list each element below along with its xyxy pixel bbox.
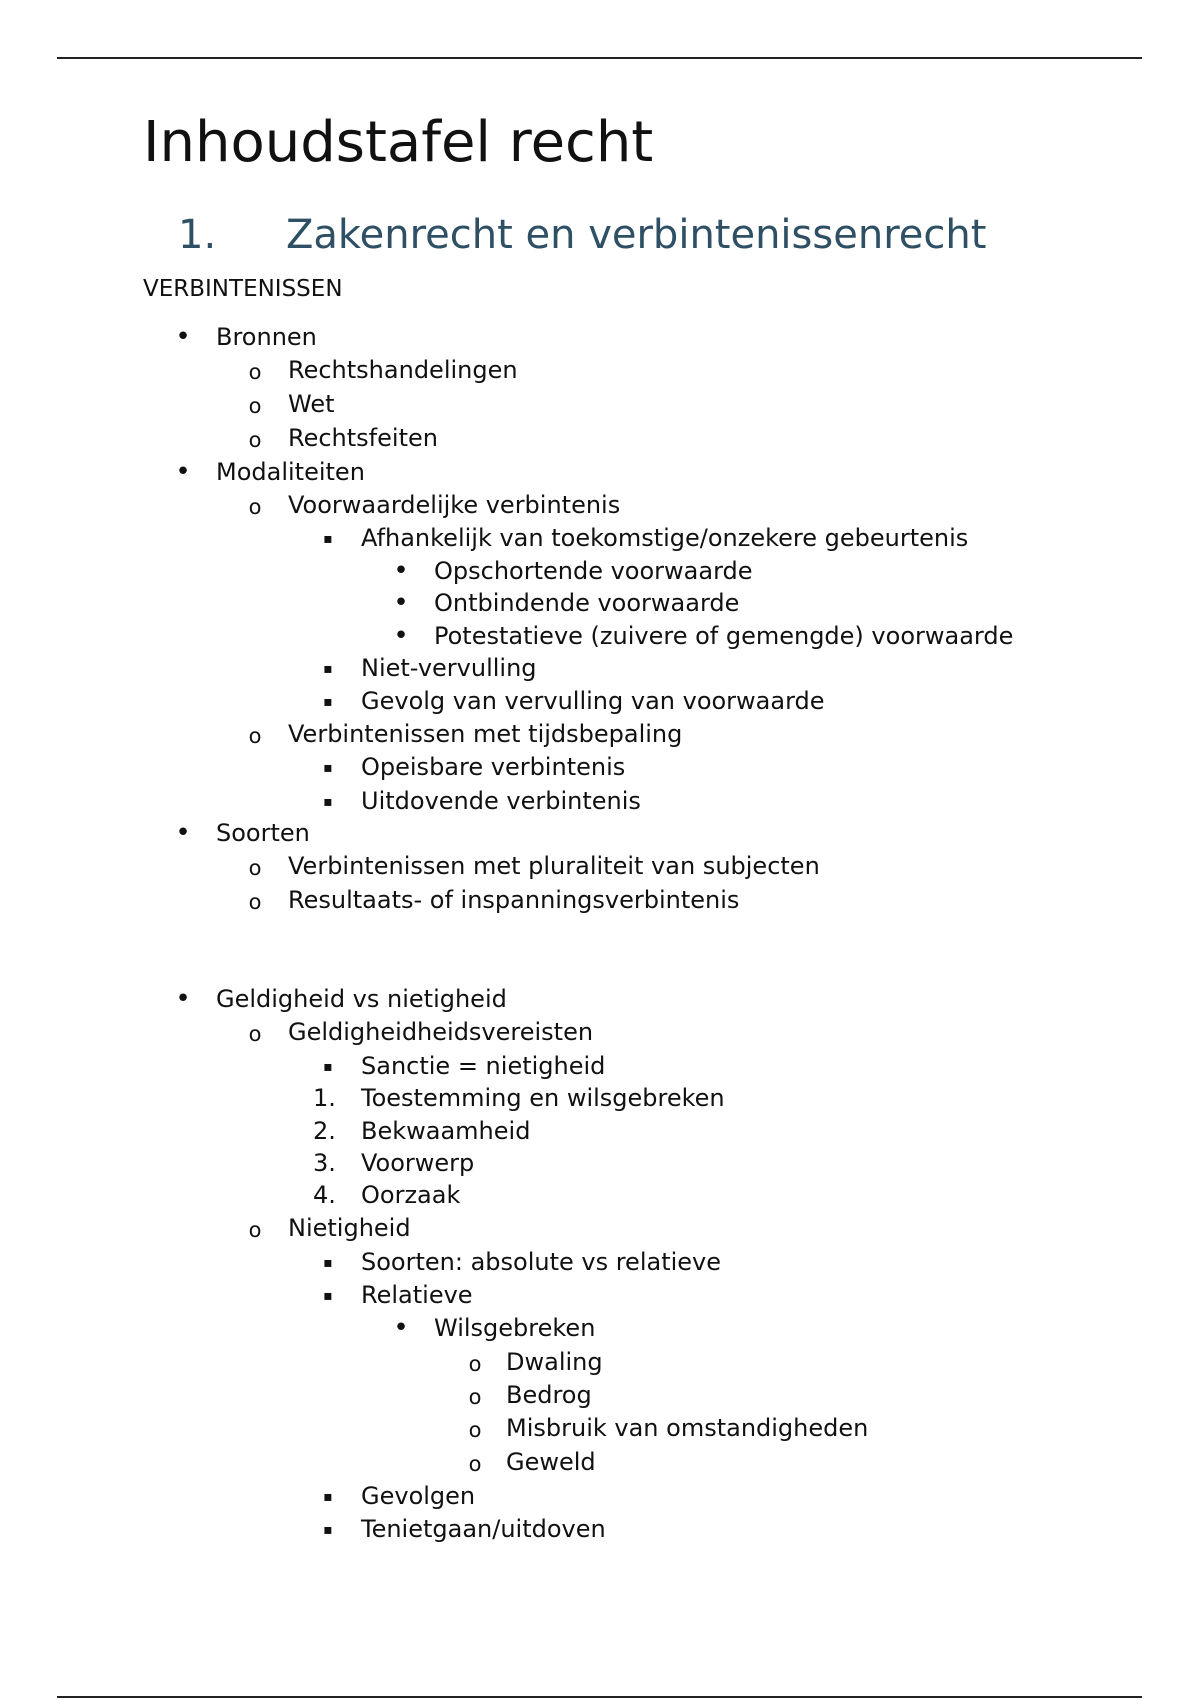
outline-item-text: Toestemming en wilsgebreken xyxy=(361,1084,725,1112)
bullet-marker: ▪ xyxy=(323,661,333,677)
section-number: 1. xyxy=(178,212,217,258)
outline-item-text: Tenietgaan/uitdoven xyxy=(361,1515,606,1543)
bullet-marker: ▪ xyxy=(323,760,333,776)
outline-item-text: Gevolg van vervulling van voorwaarde xyxy=(361,687,825,715)
bullet-marker: o xyxy=(248,856,262,880)
outline-item-text: Ontbindende voorwaarde xyxy=(434,589,740,617)
outline-item-text: Modaliteiten xyxy=(216,458,365,486)
outline-item-text: Rechtshandelingen xyxy=(288,356,518,384)
outline-item-text: Verbintenissen met tijdsbepaling xyxy=(288,720,683,748)
outline-item-text: Dwaling xyxy=(506,1348,603,1376)
outline-item-text: Bekwaamheid xyxy=(361,1117,531,1145)
outline-item-text: Misbruik van omstandigheden xyxy=(506,1414,869,1442)
outline-item-text: Uitdovende verbintenis xyxy=(361,787,641,815)
bullet-marker: o xyxy=(248,360,262,384)
bullet-marker: • xyxy=(393,556,409,586)
bullet-marker: 2. xyxy=(313,1117,336,1145)
subheading: VERBINTENISSEN xyxy=(143,276,343,302)
top-rule xyxy=(57,57,1142,59)
outline-item-text: Oorzaak xyxy=(361,1181,461,1209)
bullet-marker: o xyxy=(248,495,262,519)
bullet-marker: o xyxy=(248,1022,262,1046)
outline-item-text: Bedrog xyxy=(506,1381,592,1409)
bullet-marker: o xyxy=(248,724,262,748)
bullet-marker: ▪ xyxy=(323,531,333,547)
page-title: Inhoudstafel recht xyxy=(143,110,654,175)
outline-item-text: Nietigheid xyxy=(288,1214,411,1242)
outline-item-text: Gevolgen xyxy=(361,1482,476,1510)
bullet-marker: o xyxy=(468,1385,482,1409)
outline-item-text: Voorwaardelijke verbintenis xyxy=(288,491,621,519)
outline-item-text: Resultaats- of inspanningsverbintenis xyxy=(288,886,740,914)
outline-item-text: Soorten xyxy=(216,819,310,847)
outline-item-text: Afhankelijk van toekomstige/onzekere gebeurtenis xyxy=(361,524,969,552)
bullet-marker: ▪ xyxy=(323,794,333,810)
outline-item-text: Soorten: absolute vs relatieve xyxy=(361,1248,722,1276)
bullet-marker: o xyxy=(468,1452,482,1476)
bullet-marker: • xyxy=(175,457,191,487)
outline-item-text: Niet-vervulling xyxy=(361,654,537,682)
bullet-marker: • xyxy=(175,322,191,352)
outline-item-text: Geweld xyxy=(506,1448,596,1476)
outline-item-text: Wilsgebreken xyxy=(434,1314,596,1342)
bullet-marker: o xyxy=(248,890,262,914)
bullet-marker: o xyxy=(248,394,262,418)
outline-item-text: Geldigheid vs nietigheid xyxy=(216,985,507,1013)
outline-item-text: Opschortende voorwaarde xyxy=(434,557,753,585)
bullet-marker: o xyxy=(248,428,262,452)
outline-item-text: Geldigheidheidsvereisten xyxy=(288,1018,594,1046)
bullet-marker: ▪ xyxy=(323,1288,333,1304)
outline-item-text: Rechtsfeiten xyxy=(288,424,438,452)
bullet-marker: 4. xyxy=(313,1181,336,1209)
bullet-marker: • xyxy=(393,1313,409,1343)
bullet-marker: 1. xyxy=(313,1084,336,1112)
outline-item-text: Wet xyxy=(288,390,335,418)
bullet-marker: ▪ xyxy=(323,1489,333,1505)
bullet-marker: • xyxy=(175,984,191,1014)
outline-item-text: Verbintenissen met pluraliteit van subjecten xyxy=(288,852,820,880)
bullet-marker: 3. xyxy=(313,1149,336,1177)
outline-item-text: Bronnen xyxy=(216,323,317,351)
outline-item-text: Voorwerp xyxy=(361,1149,475,1177)
bullet-marker: • xyxy=(175,818,191,848)
bullet-marker: • xyxy=(393,621,409,651)
bullet-marker: ▪ xyxy=(323,694,333,710)
outline-item-text: Sanctie = nietigheid xyxy=(361,1052,606,1080)
bullet-marker: ▪ xyxy=(323,1255,333,1271)
bullet-marker: ▪ xyxy=(323,1059,333,1075)
bullet-marker: o xyxy=(468,1352,482,1376)
bottom-rule xyxy=(57,1696,1142,1698)
outline-item-text: Opeisbare verbintenis xyxy=(361,753,626,781)
bullet-marker: o xyxy=(248,1218,262,1242)
outline-item-text: Relatieve xyxy=(361,1281,473,1309)
bullet-marker: o xyxy=(468,1418,482,1442)
section-title: Zakenrecht en verbintenissenrecht xyxy=(286,212,987,258)
outline-item-text: Potestatieve (zuivere of gemengde) voorwaarde xyxy=(434,622,1014,650)
bullet-marker: ▪ xyxy=(323,1522,333,1538)
bullet-marker: • xyxy=(393,588,409,618)
